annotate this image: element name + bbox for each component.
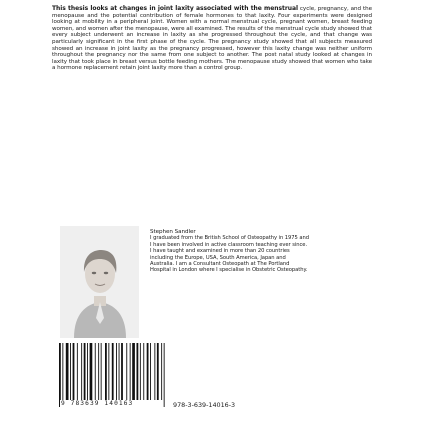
author-name: Stephen Sandler <box>150 229 196 235</box>
synopsis <box>52 6 372 72</box>
author-bio-text: I graduated from the British School of Osteopathy in 1975 and I have been involved in active classroom teaching ever since. I have taught and examined in more than 20 countries including the Europe, USA, South America, Japan and Australia. I am a Consultant Osteopath at The Portland Hospital in London where I specialise in Obstetric Osteopathy. <box>150 235 309 274</box>
author-bio <box>150 229 310 274</box>
author-portrait-image <box>60 226 139 338</box>
isbn: 978-3-639-14016-3 <box>173 401 236 409</box>
synopsis-lead: This thesis looks at changes in joint laxity associated with the menstrual <box>52 5 298 12</box>
barcode-bars <box>56 343 168 407</box>
synopsis-body: cycle, pregnancy, and the menopause and the potential contribution of female hormones to that laxity. Four experiments were designed looking at mobility in a peripheral joint. Women with a normal menstrual cycle, pregnant women, breast feeding women, and women after the menopause, were all examined. The results of the menstrual cycle study showed that every subject underwent an increase in laxity as she progressed throughout the cycle, and that change was particularly significant in the first phase of the cycle. The pregnancy study showed that all subjects measured showed an increase in joint laxity as the pregnancy progressed, however this laxity change was neither uniform throughout the pregnancy nor the same from one subject to another. The post natal study looked at changes in laxity that took place in breast versus bottle feeding mothers. The menopause study showed that women who take a hormone replacement retain joint laxity more than a control group. <box>52 6 372 72</box>
barcode-digits: 9 783639 140163 <box>61 400 134 407</box>
author-photo <box>60 226 139 338</box>
